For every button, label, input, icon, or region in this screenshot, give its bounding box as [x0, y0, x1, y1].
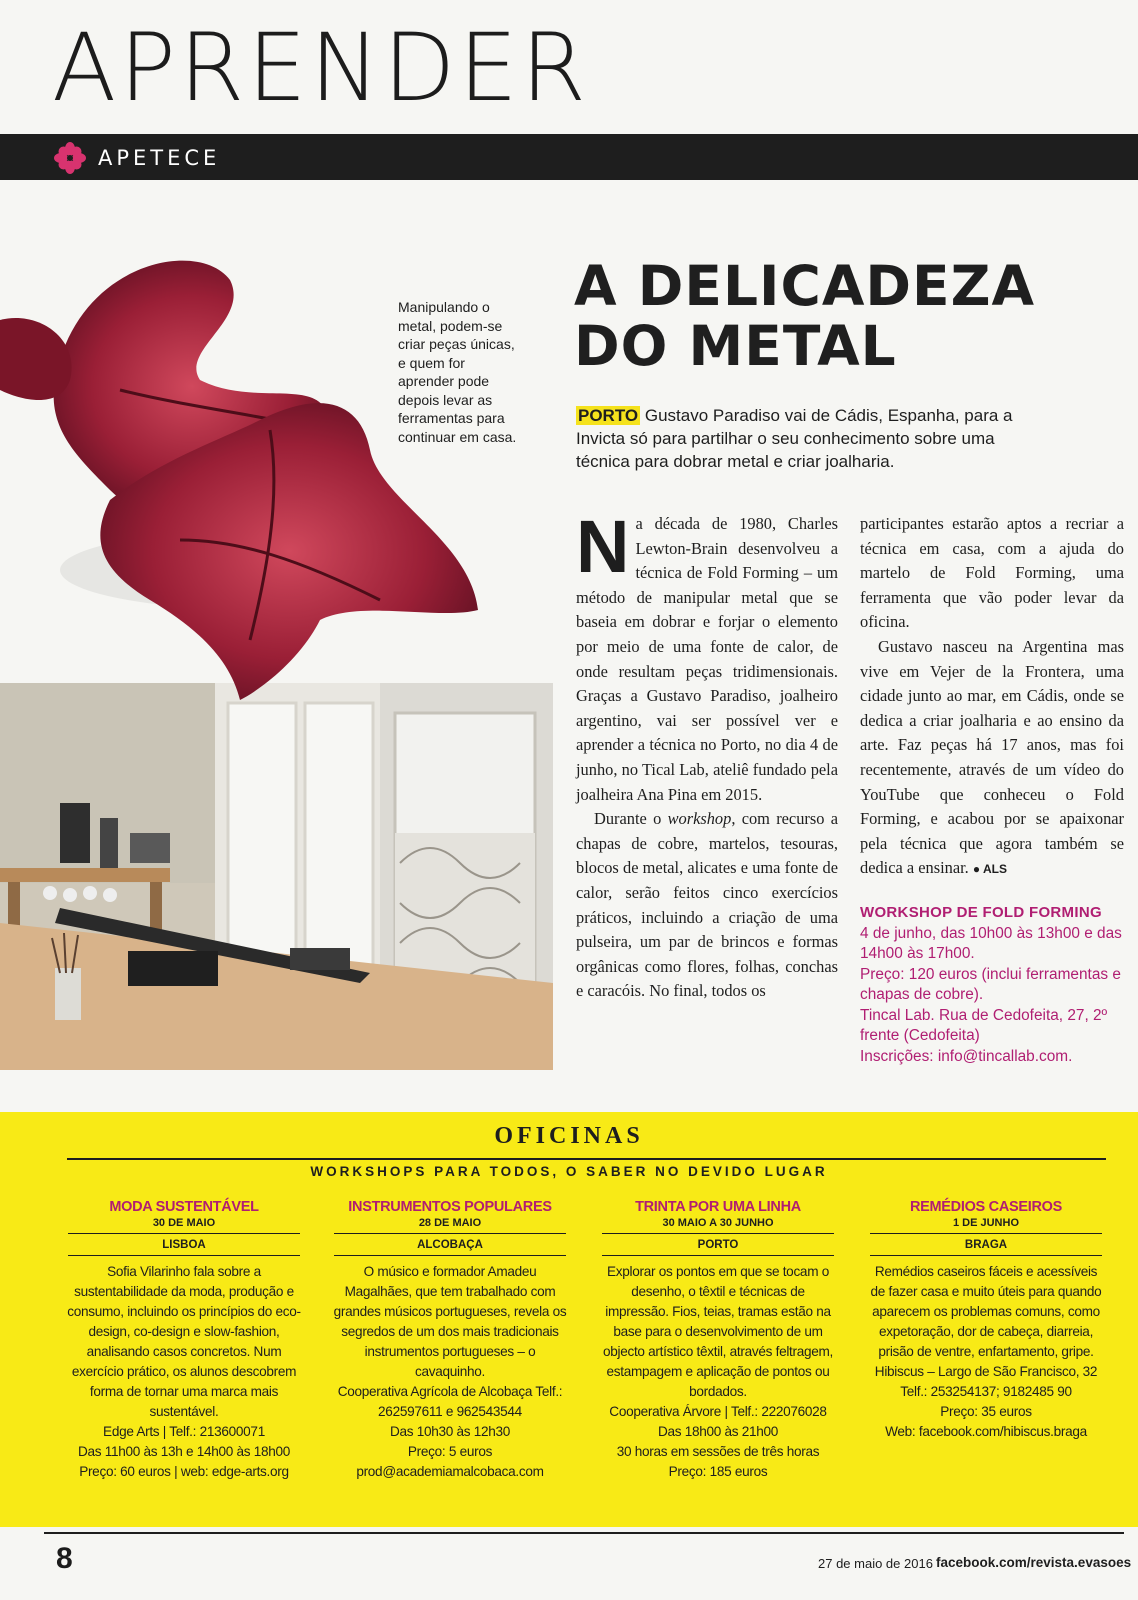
oficina-card — [64, 1198, 304, 1482]
lead-paragraph — [576, 404, 1016, 473]
card-date: 28 DE MAIO — [418, 1217, 482, 1229]
card-place: PORTO — [697, 1239, 739, 1251]
card-date: 30 MAIO A 30 JUNHO — [662, 1217, 774, 1229]
card-title: REMÉDIOS CASEIROS — [909, 1199, 1062, 1215]
workshop-photo — [0, 683, 553, 1070]
oficina-card — [330, 1198, 570, 1482]
oficinas-title: OFICINAS — [494, 1123, 644, 1149]
info-contact: Inscrições: info@tincallab.com. — [860, 1047, 1073, 1065]
footer-divider — [44, 1532, 1124, 1534]
card-divider — [870, 1233, 1102, 1234]
card-body — [330, 1262, 570, 1482]
card-description: O músico e formador Amadeu Magalhães, que tem trabalhado com grandes músicos portugueses, revela os segredos de um dos mais tradicionais instrumentos portugueses – o cavaquinho. — [333, 1264, 567, 1379]
author-signature: ● ALS — [972, 862, 1008, 877]
issue-date: 27 de maio de 2016 — [818, 1556, 933, 1571]
card-title: INSTRUMENTOS POPULARES — [348, 1199, 552, 1215]
card-contact: Cooperativa Árvore | Telf.: 222076028 — [609, 1404, 827, 1419]
card-title: MODA SUSTENTÁVEL — [109, 1199, 259, 1215]
info-price: Preço: 120 euros (inclui ferramentas e chapas de cobre). — [860, 965, 1121, 1003]
magazine-url: facebook.com/revista.evasoes — [936, 1555, 1132, 1570]
headline-line-2: DO METAL — [574, 314, 897, 378]
card-body — [598, 1262, 838, 1482]
card-place: LISBOA — [162, 1239, 206, 1251]
info-title: WORKSHOP DE FOLD FORMING — [860, 904, 1102, 921]
location-tag: PORTO — [578, 406, 639, 425]
card-divider — [334, 1255, 566, 1256]
card-contact: Hibiscus – Largo de São Francisco, 32 Telf.: 253254137; 9182485 90 — [874, 1364, 1098, 1399]
card-date: 1 DE JUNHO — [952, 1217, 1020, 1229]
card-hours: Das 11h00 às 13h e 14h00 às 18h00 — [77, 1444, 291, 1459]
card-contact: Cooperativa Agrícola de Alcobaça Telf.: 262597611 e 962543544 — [337, 1384, 563, 1419]
headline — [574, 256, 1035, 376]
oficinas-subtitle: WORKSHOPS PARA TODOS, O SABER NO DEVIDO LUGAR — [310, 1164, 828, 1179]
page-number: 8 — [56, 1542, 73, 1575]
lead-text: Gustavo Paradiso vai de Cádis, Espanha, para a Invicta só para partilhar o seu conhecimento sobre uma técnica para dobrar metal e criar joalharia. — [576, 406, 1013, 471]
paragraph-2-rest: , com recurso a chapas de cobre, martelos, tesouras, blocos de metal, alicates e uma fonte de calor, serão feitos cinco exercícios práticos, incluindo a criação de uma pulseira, um par de brincos e formas orgânicas como flores, folhas, conchas e caracóis. No final, todos os — [576, 809, 838, 1001]
body-column-2 — [860, 512, 1124, 882]
card-price: Preço: 60 euros | web: edge-arts.org — [79, 1464, 289, 1479]
card-price: Preço: 185 euros — [668, 1464, 768, 1479]
paragraph-3 — [860, 635, 1124, 882]
card-sessions: 30 horas em sessões de três horas — [616, 1444, 820, 1459]
card-divider — [870, 1255, 1102, 1256]
info-dates: 4 de junho, das 10h00 às 13h00 e das 14h00 às 17h00. — [860, 924, 1122, 962]
card-hours: Das 18h00 às 21h00 — [657, 1424, 779, 1439]
card-description: Remédios caseiros fáceis e acessíveis de fazer casa e muito úteis para quando aparecem os problemas comuns, como expetoração, dor de cabeça, diarreia, prisão de ventre, enfartamento, gripe. — [870, 1264, 1102, 1359]
flower-icon — [54, 142, 86, 174]
card-divider — [602, 1233, 834, 1234]
signature-text: ALS — [983, 862, 1008, 877]
paragraph-2-start: Durante o — [594, 809, 668, 829]
oficinas-divider — [67, 1158, 1106, 1160]
paragraph-3-text: Gustavo nasceu na Argentina mas vive em Vejer de la Frontera, uma cidade junto ao mar, em Cádis, onde se dedica a criar joalharia e ao ensino da arte. Faz peças há 17 anos, mas foi recentemente, através de um vídeo do YouTube que conheceu o Fold Forming, e acabou por se apaixonar pela técnica que agora também se dedica a ensinar. — [860, 636, 1124, 878]
oficina-card — [866, 1198, 1106, 1442]
card-place: BRAGA — [964, 1239, 1008, 1251]
card-price: Preço: 35 euros — [940, 1404, 1032, 1419]
card-contact: Edge Arts | Telf.: 213600071 — [103, 1424, 265, 1439]
subsection-label: APETECE — [98, 146, 221, 170]
card-description: Explorar os pontos em que se tocam o desenho, o têxtil e técnicas de impressão. Fios, teias, tramas estão na base para o desenvolvimento de um objecto artístico têxtil, através feltragem, estampagem e aplicação de pontos ou bordados. — [602, 1264, 834, 1399]
card-date: 30 DE MAIO — [152, 1217, 216, 1229]
paragraph-2-continued: participantes estarão aptos a recriar a técnica em casa, com a ajuda do martelo de Fold Forming, uma ferramenta que vão poder levar da oficina. — [860, 514, 1124, 632]
card-divider — [602, 1255, 834, 1256]
section-title: APRENDER — [52, 14, 590, 123]
card-divider — [68, 1233, 300, 1234]
headline-line-1: A DELICADEZA — [574, 254, 1036, 318]
card-web: Web: facebook.com/hibiscus.braga — [885, 1424, 1087, 1439]
card-body — [866, 1262, 1106, 1442]
paragraph-1 — [576, 505, 838, 807]
card-place: ALCOBAÇA — [417, 1239, 483, 1251]
card-email: prod@academiamalcobaca.com — [356, 1464, 544, 1479]
card-title: TRINTA POR UMA LINHA — [635, 1199, 801, 1215]
paragraph-1-text: a década de 1980, Charles Lewton-Brain desenvolveu a técnica de Fold Forming – um método de manipular metal que se baseia em dobrar e forjar o elemento por meio de uma fonte de calor, de onde resultam peças tridimensionais. Graças a Gustavo Paradiso, joalheiro argentino, vai ser possível ver e aprender a técnica no Porto, no dia 4 de junho, no Tical Lab, ateliê fundado pela joalheira Ana Pina em 2015. — [576, 514, 838, 804]
card-divider — [68, 1255, 300, 1256]
body-column-1 — [576, 505, 838, 1004]
drop-cap: N — [576, 505, 630, 588]
card-description: Sofia Vilarinho fala sobre a sustentabilidade da moda, produção e consumo, incluindo os princípios do eco-design, co-design e slow-fashion, analisando casos concretos. Num exercício prático, os alunos descobrem forma de tornar uma marca mais sustentável. — [67, 1264, 301, 1419]
info-address: Tincal Lab. Rua de Cedofeita, 27, 2º frente (Cedofeita) — [860, 1006, 1108, 1044]
card-body — [64, 1262, 304, 1482]
card-hours: Das 10h30 às 12h30 — [389, 1424, 511, 1439]
paragraph-2-italic: workshop — [667, 809, 732, 829]
card-price: Preço: 5 euros — [407, 1444, 493, 1459]
card-divider — [334, 1233, 566, 1234]
photo-caption: Manipulando o metal, podem-se criar peças únicas, e quem for aprender pode depois levar as ferramentas para continuar em casa. — [398, 299, 517, 445]
oficina-card — [598, 1198, 838, 1482]
workshop-info — [860, 903, 1124, 1067]
paragraph-2 — [576, 807, 838, 1004]
